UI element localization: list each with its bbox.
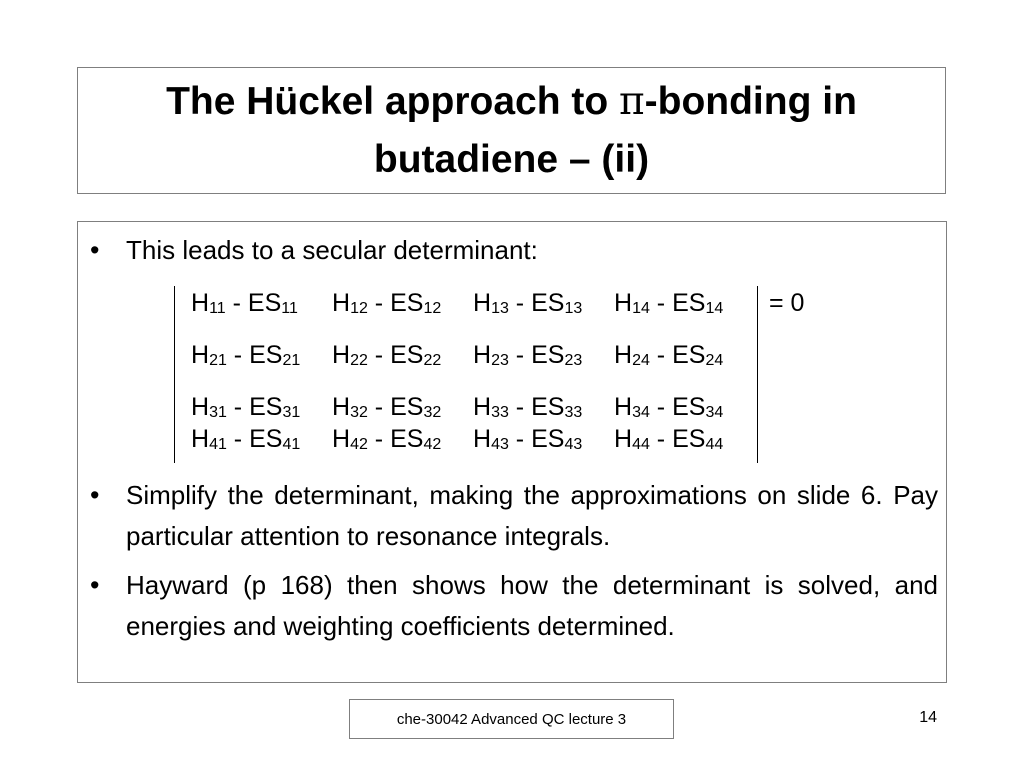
- determinant-element: $H_{22} - ES_{22}$: [332, 341, 442, 369]
- determinant-element: $H_{12} - ES_{12}$: [332, 289, 442, 317]
- determinant-element: $H_{44} - ES_{44}$: [614, 425, 724, 453]
- determinant-row: [191, 340, 755, 370]
- determinant-element: $H_{24} - ES_{24}$: [614, 341, 724, 369]
- bullet-text: Hayward (p 168) then shows how the determinant is solved, and energies and weighting coefficients determined.: [126, 570, 938, 641]
- bullet-marker: •: [90, 235, 100, 265]
- title-text-part: The Hückel approach to: [166, 79, 619, 123]
- determinant-element: $H_{33} - ES_{33}$: [473, 393, 583, 421]
- determinant-element: $H_{23} - ES_{23}$: [473, 341, 583, 369]
- slide-title-box: [77, 67, 946, 194]
- pi-symbol: π: [619, 78, 645, 124]
- secular-determinant: [174, 286, 758, 463]
- determinant-element: $H_{32} - ES_{32}$: [332, 393, 442, 421]
- determinant-element: $H_{11} - ES_{11}$: [191, 289, 298, 317]
- slide-title: [166, 73, 857, 189]
- determinant-row: [191, 424, 755, 454]
- footer-course-text: che-30042 Advanced QC lecture 3: [396, 710, 627, 728]
- determinant-element: $H_{21} - ES_{21}$: [191, 341, 301, 369]
- determinant-element: $H_{41} - ES_{41}$: [191, 425, 301, 453]
- title-text-part: -bonding in: [644, 79, 857, 123]
- determinant-element: $H_{13} - ES_{13}$: [473, 289, 583, 317]
- slide-body-box: [77, 221, 947, 683]
- determinant-element: $H_{31} - ES_{31}$: [191, 393, 301, 421]
- bullet-text: This leads to a secular determinant:: [126, 235, 538, 265]
- determinant-row: [191, 392, 755, 422]
- determinant-row: [191, 288, 755, 318]
- title-text-line2: butadiene – (ii): [373, 137, 650, 181]
- determinant-equals-zero: = 0: [769, 289, 805, 317]
- bullet-text: Simplify the determinant, making the approximations on slide 6. Pay particular attention to resonance integrals.: [126, 480, 938, 551]
- determinant-element: $H_{42} - ES_{42}$: [332, 425, 442, 453]
- footer-course: [349, 699, 674, 739]
- determinant-element: $H_{43} - ES_{43}$: [473, 425, 583, 453]
- page-number: 14: [919, 709, 937, 726]
- bullet-marker: •: [90, 570, 100, 600]
- determinant-element: $H_{34} - ES_{34}$: [614, 393, 724, 421]
- bullet-marker: •: [90, 480, 100, 510]
- determinant-element: $H_{14} - ES_{14}$: [614, 289, 724, 317]
